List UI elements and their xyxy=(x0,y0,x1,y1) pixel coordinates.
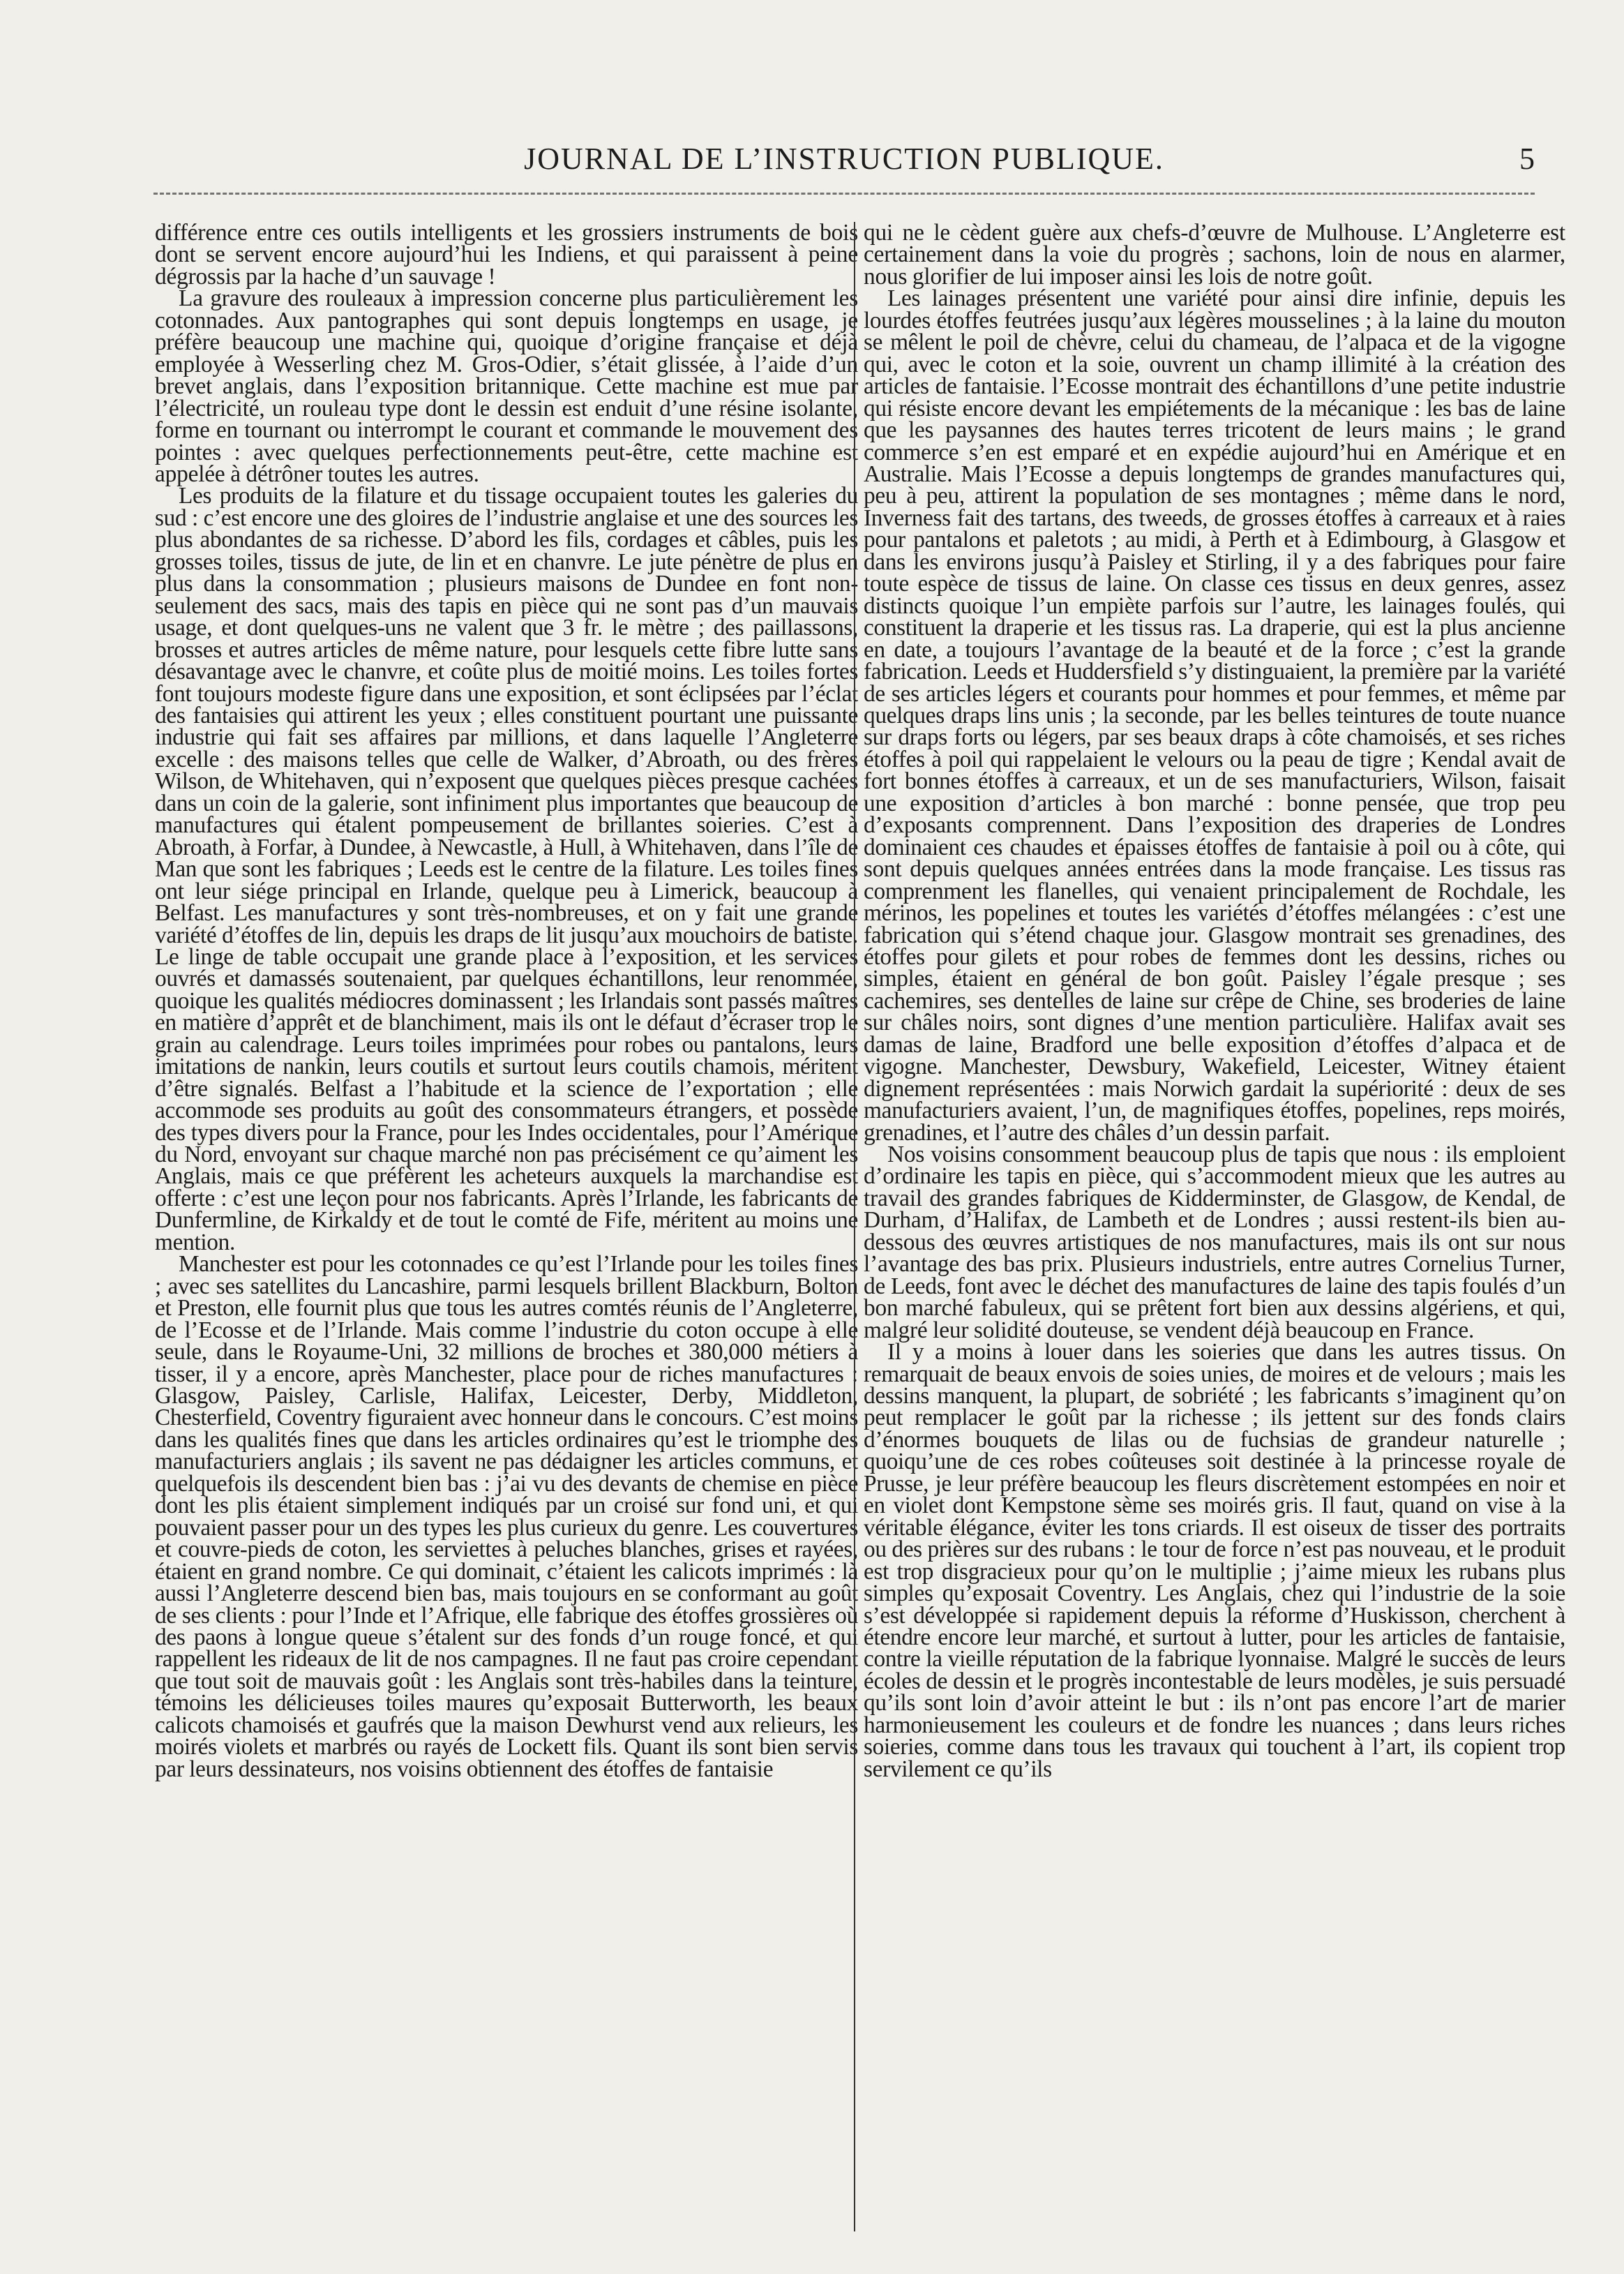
left-column xyxy=(155,222,858,2228)
paragraph: Il y a moins à louer dans les soieries que dans les autres tissus. On remarquait de beaux envois de soies unies, de moires et de velours ; mais les dessins manquent, la plupart, de sobriété ; les fabricants s’imaginent qu’on peut remplacer le goût par la richesse ; ils jettent sur des fonds clairs d’énormes bouquets de lilas ou de fuchsias de grandeur naturelle ; quoiqu’une de ces robes coûteuses soit destinée à la princesse royale de Prusse, je leur préfère beaucoup les fleurs discrètement estompées en noir et en violet dont Kempstone sème ses moirés gris. Il faut, quand on vise à la véritable élégance, éviter les tons criards. Il est oiseux de tisser des portraits ou des prières sur des rubans : le tour de force n’est pas nouveau, et le produit est trop disgracieux pour qu’on le multiplie ; j’aime mieux les rubans plus simples qu’exposait Coventry. Les Anglais, chez qui l’industrie de la soie s’est développée si rapidement depuis la réforme d’Huskisson, cherchent à étendre encore leur marché, et surtout à lutter, pour les articles de fantaisie, contre la vieille réputation de la fabrique lyonnaise. Malgré le succès de leurs écoles de dessin et le progrès incontestable de leurs modèles, je suis persuadé qu’ils sont loin d’avoir atteint le but : ils n’ont pas encore l’art de marier harmonieusement les couleurs et de fondre les nuances ; dans leurs riches soieries, comme dans tous les travaux qui touchent à l’art, ils copient trop servilement ce qu’ils xyxy=(864,1339,1565,1782)
paragraph: qui ne le cèdent guère aux chefs-d’œuvre de Mulhouse. L’Angleterre est certainement dans la voie du progrès ; sachons, loin de nous en alarmer, nous glorifier de lui imposer ainsi les lois de notre goût. xyxy=(864,222,1565,290)
journal-title: JOURNAL DE L’INSTRUCTION PUBLIQUE. xyxy=(524,142,1164,176)
paragraph: Les produits de la filature et du tissage occupaient toutes les galeries du sud : c’est encore une des gloires de l’industrie anglaise et une des sources les plus abondantes de sa richesse. D’abord les fils, cordages et câbles, puis les grosses toiles, tissus de jute, de lin et en chanvre. Le jute pénètre de plus en plus dans la consommation ; plusieurs maisons de Dundee en font non-seulement des sacs, mais des tapis en pièce qui ne sont pas d’un mauvais usage, et dont quelques-uns ne valent que 3 fr. le mètre ; des paillassons, brosses et autres articles de même nature, pour lesquels cette fibre lutte sans désavantage avec le chanvre, et coûte plus de moitié moins. Les toiles fortes font toujours modeste figure dans une exposition, et sont éclipsées par l’éclat des fantaisies qui attirent les yeux ; elles constituent pourtant une puissante industrie qui fait ses affaires par millions, et dans laquelle l’Angleterre excelle : des maisons telles que celle de Walker, d’Abroath, ou des frères Wilson, de Whitehaven, qui n’exposent que quelques pièces presque cachées dans un coin de la galerie, sont infiniment plus importantes que beaucoup de manufactures qui étalent pompeusement de brillantes soieries. C’est à Abroath, à Forfar, à Dundee, à Newcastle, à Hull, à Whitehaven, dans l’île de Man que sont les fabriques ; Leeds est le centre de la filature. Les toiles fines ont leur siége principal en Irlande, quelque peu à Limerick, beaucoup à Belfast. Les manufactures y sont très-nombreuses, et on y fait une grande variété d’étoffes de lin, depuis les draps de lit jusqu’aux mouchoirs de batiste. Le linge de table occupait une grande place à l’exposition, et les services ouvrés et damassés soutenaient, par quelques échantillons, leur renommée, quoique les qualités médiocres dominassent ; les Irlandais sont passés maîtres en matière d’apprêt et de blanchiment, mais ils ont le défaut d’écraser trop le grain au calendrage. Leurs toiles imprimées pour robes ou pantalons, leurs imitations de nankin, leurs coutils et surtout leurs coutils chamois, méritent d’être signalés. Belfast a l’habitude et la science de l’exportation ; elle accommode ses produits au goût des consommateurs étrangers, et possède des types divers pour la France, pour les Indes occidentales, pour l’Amérique du Nord, envoyant sur chaque marché non pas précisément ce qu’aiment les Anglais, mais ce que préfèrent les acheteurs auxquels la marchandise est offerte : c’est une leçon pour nos fabricants. Après l’Irlande, les fabricants de Dunfermline, de Kirkaldy et de tout le comté de Fife, méritent au moins une mention. xyxy=(155,483,858,1255)
paragraph: Les lainages présentent une variété pour ainsi dire infinie, depuis les lourdes étoffes feutrées jusqu’aux légères mousselines ; à la laine du mouton se mêlent le poil de chèvre, celui du chameau, de l’alpaca et de la vigogne qui, avec le coton et la soie, ouvrent un champ illimité à la création des articles de fantaisie. l’Ecosse montrait des échantillons d’une petite industrie qui résiste encore devant les empiétements de la mécanique : les bas de laine que les paysannes des hautes terres tricotent de leurs mains ; le grand commerce s’en est emparé et en expédie aujourd’hui en Amérique et en Australie. Mais l’Ecosse a depuis longtemps de grandes manufactures qui, peu à peu, attirent la population de ses montagnes ; même dans le nord, Inverness fait des tartans, des tweeds, de grosses étoffes à carreaux et à raies pour pantalons et paletots ; au midi, à Perth et à Edimbourg, à Glasgow et dans les environs jusqu’à Paisley et Stirling, il y a des fabriques pour faire toute espèce de tissus de laine. On classe ces tissus en deux genres, assez distincts quoique l’un empiète parfois sur l’autre, les lainages foulés, qui constituent la draperie et les tissus ras. La draperie, qui est la plus ancienne en date, a toujours l’avantage de la beauté et de la force ; c’est la grande fabrication. Leeds et Huddersfield s’y distinguaient, la première par la variété de ses articles légers et courants pour hommes et pour femmes, et même par quelques draps lins unis ; la seconde, par les belles teintures de toute nuance sur draps forts ou légers, par ses beaux draps à côte chamoisés, et ses riches étoffes à poil qui rappelaient le velours ou la peau de tigre ; Kendal avait de fort bonnes étoffes à carreaux, et un de ses manufacturiers, Wilson, faisait une exposition d’articles à bon marché : bonne pensée, que trop peu d’exposants comprennent. Dans l’exposition des draperies de Londres dominaient ces chaudes et épaisses étoffes de fantaisie à poil ou à côte, qui sont depuis quelques années entrées dans la mode française. Les tissus ras comprenment les flanelles, qui venaient principalement de Rochdale, les mérinos, les popelines et toutes les variétés d’étoffes mélangées : c’est une fabrication qui s’étend chaque jour. Glasgow montrait ses grenadines, des étoffes pour gilets et pour robes de femmes dont les dessins, riches ou simples, étaient en général de bon goût. Paisley l’égale presque ; ses cachemires, ses dentelles de laine sur crêpe de Chine, ses broderies de laine sur châles noirs, sont dignes d’une mention particulière. Halifax avait ses damas de laine, Bradford une belle exposition d’étoffes d’alpaca et de vigogne. Manchester, Dewsbury, Wakefield, Leicester, Witney étaient dignement représentées : mais Norwich gardait la supériorité : deux de ses manufacturiers avaient, l’un, de magnifiques étoffes, popelines, reps moirés, grenadines, et l’autre des châles d’un dessin parfait. xyxy=(864,285,1565,1146)
paragraph: différence entre ces outils intelligents et les grossiers instruments de bois dont se servent encore aujourd’hui les Indiens, et qui paraissent à peine dégrossis par la hache d’un sauvage ! xyxy=(155,222,858,290)
header-rule xyxy=(153,193,1535,195)
paragraph: Nos voisins consomment beaucoup plus de tapis que nous : ils emploient d’ordinaire les tapis en pièce, qui s’accommodent mieux que les autres au travail des grandes fabriques de Kidderminster, de Glasgow, de Kendal, de Durham, d’Halifax, de Lambeth et de Londres ; aussi restent-ils bien au-dessous des œuvres artistiques de nos manufactures, mais ils ont sur nous l’avantage des bas prix. Plusieurs industriels, entre autres Cornelius Turner, de Leeds, font avec le déchet des manufactures de laine des tapis foulés d’un bon marché fabuleux, qui se prêtent fort bien aux dessins algériens, et qui, malgré leur solidité douteuse, se vendent déjà beaucoup en France. xyxy=(864,1142,1565,1343)
page-number: 5 xyxy=(1519,142,1535,176)
right-column xyxy=(864,222,1565,2228)
page-header xyxy=(153,138,1535,187)
column-divider xyxy=(854,222,855,2231)
paragraph: La gravure des rouleaux à impression concerne plus particulièrement les cotonnades. Aux pantographes qui sont depuis longtemps en usage, je préfère beaucoup une machine qui, quoique d’origine française et déjà employée à Wesserling chez M. Gros-Odier, s’était glissée, à l’aide d’un brevet anglais, dans l’exposition britannique. Cette machine est mue par l’électricité, un rouleau type dont le dessin est enduit d’une résine isolante, forme en tournant ou interrompt le courant et commande le mouvement des pointes : avec quelques perfectionnements peut-être, cette machine est appelée à détrôner toutes les autres. xyxy=(155,285,858,487)
paragraph: Manchester est pour les cotonnades ce qu’est l’Irlande pour les toiles fines ; avec ses satellites du Lancashire, parmi lesquels brillent Blackburn, Bolton et Preston, elle fournit plus que tous les autres comtés réunis de l’Angleterre, de l’Ecosse et de l’Irlande. Mais comme l’industrie du coton occupe à elle seule, dans le Royaume-Uni, 32 millions de broches et 380,000 métiers à tisser, il y a encore, après Manchester, place pour de riches manufactures : Glasgow, Paisley, Carlisle, Halifax, Leicester, Derby, Middleton, Chesterfield, Coventry figuraient avec honneur dans le concours. C’est moins dans les qualités fines que dans les articles ordinaires qu’est le triomphe des manufacturiers anglais ; ils savent ne pas dédaigner les articles communs, et quelquefois ils descendent bien bas : j’ai vu des devants de chemise en pièce dont les plis étaient simplement indiqués par un croisé sur fond uni, et qui pouvaient passer pour un des types les plus curieux du genre. Les couvertures et couvre-pieds de coton, les serviettes à peluches blanches, grises et rayées, étaient en grand nombre. Ce qui dominait, c’étaient les calicots imprimés : là aussi l’Angleterre descend bien bas, mais toujours en se conformant au goût de ses clients : pour l’Inde et l’Afrique, elle fabrique des étoffes grossières où des paons à longue queue s’étalent sur des fonds d’un rouge foncé, et qui rappellent les rideaux de lit de nos campagnes. Il ne faut pas croire cependant que tout soit de mauvais goût : les Anglais sont très-habiles dans la teinture, témoins les délicieuses toiles maures qu’exposait Butterworth, les beaux calicots chamoisés et gaufrés que la maison Dewhurst vend aux relieurs, les moirés violets et marbrés ou rayés de Lockett fils. Quant ils sont bien servis par leurs dessinateurs, nos voisins obtiennent des étoffes de fantaisie xyxy=(155,1251,858,1782)
